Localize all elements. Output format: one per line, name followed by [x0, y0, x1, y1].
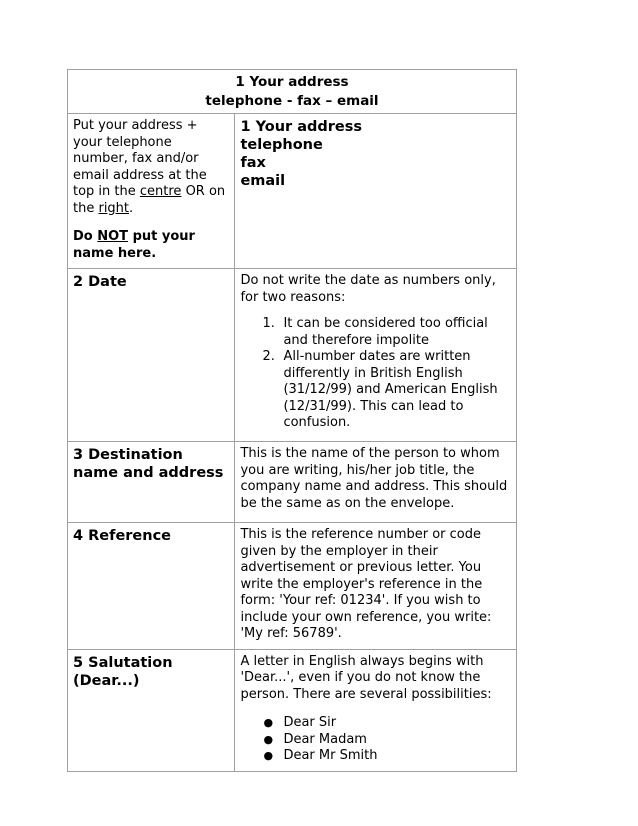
bullet-dot-icon: ●: [263, 732, 274, 746]
letter-layout-table: [67, 69, 517, 772]
table-row: [68, 649, 517, 771]
salutation-intro: A letter in English always begins with 'Dear...', even if you do not know the person. There are several possibilities:: [240, 653, 492, 702]
row-address-left: [68, 114, 235, 269]
not-emphasis: NOT: [97, 229, 129, 244]
fax-line: fax: [240, 155, 266, 171]
date-reasons-list: [240, 316, 511, 432]
centre-link[interactable]: centre: [139, 184, 182, 199]
header-cell: [68, 70, 517, 114]
row-date-left: 2 Date: [68, 269, 235, 442]
table-row: [68, 442, 517, 523]
row-salutation-right: [235, 649, 517, 771]
address-instruction: Put your address + your telephone number, fax and/or email address at the top in the centre OR on the right.: [73, 118, 226, 216]
list-item: ● Dear Sir: [263, 715, 337, 730]
row-address-right: [235, 114, 517, 269]
address-warning: Do NOT put your name here.: [73, 229, 195, 261]
header-subtitle: telephone - fax – email: [205, 93, 379, 109]
date-intro: Do not write the date as numbers only, for two reasons:: [240, 273, 496, 305]
row-destination-right: This is the name of the person to whom you are writing, his/her job title, the company name and address. This should be the same as on the envelope.: [235, 442, 517, 523]
salutation-list: [240, 715, 511, 765]
list-item: 1. It can be considered too official and therefore impolite: [262, 316, 488, 348]
row-date-right: [235, 269, 517, 442]
header-title: 1 Your address: [235, 74, 349, 90]
address-line: 1 Your address: [240, 119, 363, 135]
table-row: [68, 269, 517, 442]
bullet-dot-icon: ●: [263, 716, 274, 729]
list-item: 2. All-number dates are written differently in British English (31/12/99) and American English (12/31/99). This can lead to confusion.: [262, 349, 498, 430]
row-destination-left: 3 Destination name and address: [68, 442, 235, 523]
telephone-line: telephone: [240, 137, 323, 153]
row-reference-left: 4 Reference: [68, 523, 235, 650]
list-item: ● Dear Madam: [263, 731, 367, 747]
bullet-dot-icon: ●: [263, 749, 274, 762]
row-salutation-left: [68, 649, 235, 771]
table-row: [68, 523, 517, 650]
table-header-row: [68, 70, 517, 114]
salutation-example: (Dear...): [73, 672, 140, 689]
salutation-label: 5 Salutation: [73, 654, 173, 671]
email-line: email: [240, 173, 286, 189]
right-link[interactable]: right: [98, 200, 130, 216]
list-item: ● Dear Mr Smith: [263, 748, 378, 763]
table-row: [68, 114, 517, 269]
row-reference-right: This is the reference number or code given by the employer in their advertisement or previous letter. You write the employer's reference in the form: 'Your ref: 01234'. If you wish to include your own reference, you write: 'My ref: 56789'.: [235, 523, 517, 650]
